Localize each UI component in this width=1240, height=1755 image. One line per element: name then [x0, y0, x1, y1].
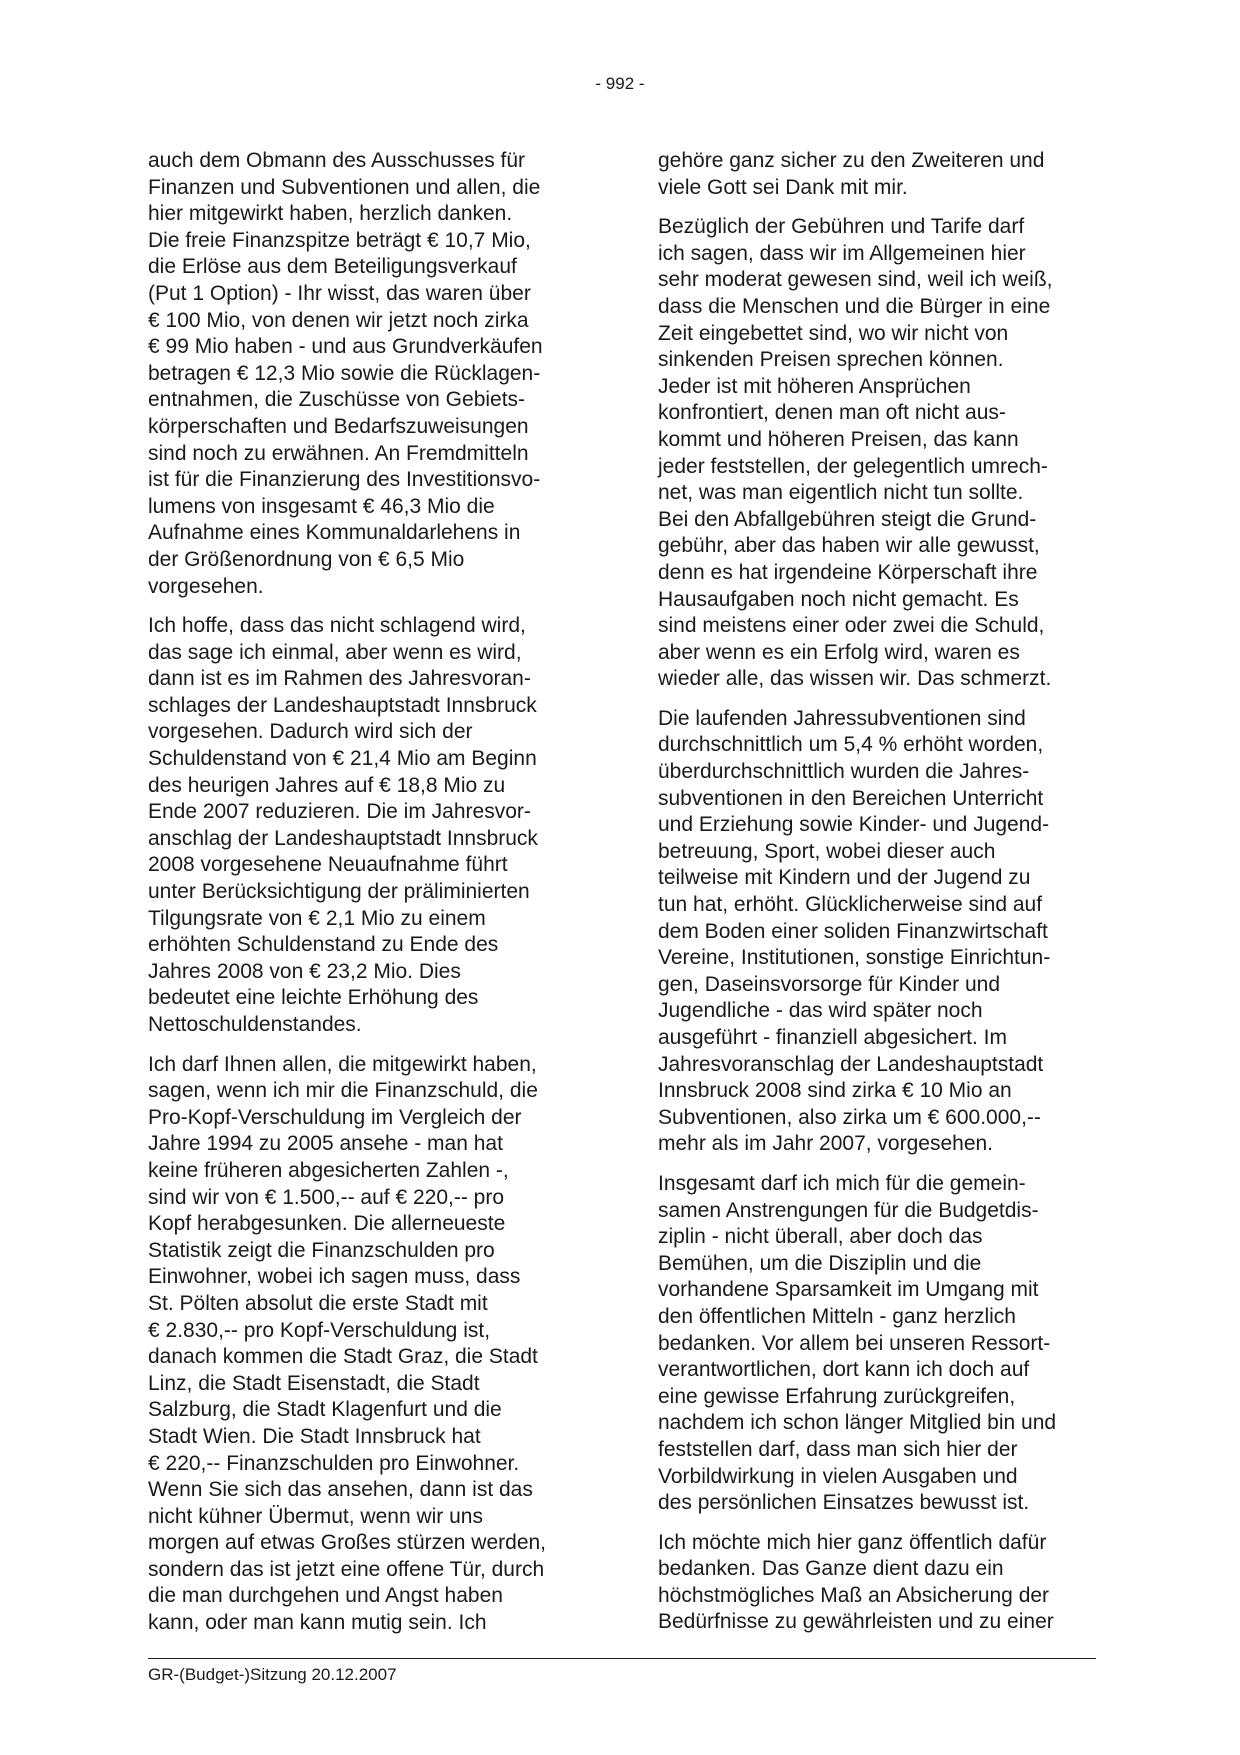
text-line: nicht kühner Übermut, wenn wir uns	[148, 1504, 483, 1528]
text-line: schlages der Landeshauptstadt Innsbruck	[148, 693, 537, 717]
text-line: samen Anstrengungen für die Budgetdis-	[658, 1198, 1039, 1222]
text-line: ist für die Finanzierung des Investitionsvo-	[148, 468, 541, 492]
text-line: lumens von insgesamt € 46,3 Mio die	[148, 494, 495, 518]
text-line: ausgeführt - finanziell abgesichert. Im	[658, 1026, 1008, 1049]
text-line: dass die Menschen und die Bürger in eine	[658, 294, 1051, 318]
text-line: Kopf herabgesunken. Die allerneueste	[148, 1212, 506, 1236]
text-line: danach kommen die Stadt Graz, die Stadt	[148, 1345, 538, 1369]
paragraph	[148, 1052, 610, 1637]
text-line: Salzburg, die Stadt Klagenfurt und die	[148, 1398, 502, 1422]
text-line: Jahresvoranschlag der Landeshauptstadt	[658, 1052, 1044, 1076]
text-line: subventionen in den Bereichen Unterricht	[658, 786, 1044, 810]
paragraph	[148, 613, 610, 1039]
text-line: Bemühen, um die Disziplin und die	[658, 1251, 982, 1275]
text-line: konfrontiert, denen man oft nicht aus-	[658, 401, 1006, 425]
text-line: Aufnahme eines Kommunaldarlehens in	[148, 521, 521, 545]
text-line: des heurigen Jahres auf € 18,8 Mio zu	[148, 773, 506, 797]
text-line: vorgesehen. Dadurch wird sich der	[148, 720, 473, 744]
text-line: € 100 Mio, von denen wir jetzt noch zirka	[148, 308, 529, 332]
text-line: betragen € 12,3 Mio sowie die Rücklagen-	[148, 361, 541, 385]
text-line: Ende 2007 reduzieren. Die im Jahresvor-	[148, 800, 531, 824]
text-line: St. Pölten absolut die erste Stadt mit	[148, 1291, 488, 1315]
text-line: die man durchgehen und Angst haben	[148, 1584, 503, 1608]
right-column	[658, 148, 1120, 1649]
text-line: Ich darf Ihnen allen, die mitgewirkt haben,	[148, 1052, 537, 1076]
text-line: bedanken. Das Ganze dient dazu ein	[658, 1557, 1004, 1581]
text-line: Vereine, Institutionen, sonstige Einrichtun-	[658, 946, 1051, 970]
text-line: Zeit eingebettet sind, wo wir nicht von	[658, 321, 1009, 345]
text-line: Finanzen und Subventionen und allen, die	[148, 175, 541, 199]
text-line: gen, Daseinsvorsorge für Kinder und	[658, 972, 1001, 996]
text-line: sind wir von € 1.500,-- auf € 220,-- pro	[148, 1185, 505, 1209]
page-number: - 992 -	[595, 74, 645, 93]
paragraph	[658, 1171, 1120, 1517]
text-line: der Größenordnung von € 6,5 Mio	[148, 547, 465, 571]
text-line: ich sagen, dass wir im Allgemeinen hier	[658, 241, 1026, 265]
text-line: Jahre 1994 zu 2005 ansehe - man hat	[148, 1132, 503, 1156]
text-line: dem Boden einer soliden Finanzwirtschaft	[658, 919, 1048, 943]
text-line: kann, oder man kann mutig sein. Ich	[148, 1611, 487, 1635]
text-line: Ich möchte mich hier ganz öffentlich dafür	[658, 1530, 1047, 1554]
text-line: sondern das ist jetzt eine offene Tür, durch	[148, 1557, 545, 1581]
text-line: körperschaften und Bedarfszuweisungen	[148, 414, 529, 438]
text-line: vorgesehen.	[148, 574, 264, 598]
text-line: das sage ich einmal, aber wenn es wird,	[148, 640, 522, 664]
text-line: sind noch zu erwähnen. An Fremdmitteln	[148, 441, 529, 465]
text-line: net, was man eigentlich nicht tun sollte.	[658, 481, 1024, 505]
text-line: feststellen darf, dass man sich hier der	[658, 1437, 1018, 1461]
text-line: unter Berücksichtigung der präliminierten	[148, 880, 530, 904]
text-line: Bei den Abfallgebühren steigt die Grund-	[658, 507, 1037, 531]
text-line: jeder feststellen, der gelegentlich umrech-	[658, 454, 1048, 478]
text-line: ziplin - nicht überall, aber doch das	[658, 1225, 983, 1249]
text-line: höchstmögliches Maß an Absicherung der	[658, 1583, 1050, 1607]
text-line: Subventionen, also zirka um € 600.000,--	[658, 1105, 1041, 1129]
text-line: Bezüglich der Gebühren und Tarife darf	[658, 215, 1025, 239]
text-line: eine gewisse Erfahrung zurückgreifen,	[658, 1384, 1016, 1408]
text-line: sagen, wenn ich mir die Finanzschuld, die	[148, 1079, 538, 1103]
text-line: Einwohner, wobei ich sagen muss, dass	[148, 1265, 521, 1289]
text-line: Pro-Kopf-Verschuldung im Vergleich der	[148, 1105, 522, 1129]
text-line: bedanken. Vor allem bei unseren Ressort-	[658, 1331, 1051, 1355]
footer-session-label: GR-(Budget-)Sitzung 20.12.2007	[148, 1665, 397, 1684]
text-line: € 220,-- Finanzschulden pro Einwohner.	[148, 1451, 520, 1475]
text-line: teilweise mit Kindern und der Jugend zu	[658, 866, 1031, 890]
text-line: die Erlöse aus dem Beteiligungsverkauf	[148, 255, 517, 279]
text-line: und Erziehung sowie Kinder- und Jugend-	[658, 813, 1050, 837]
text-line: Linz, die Stadt Eisenstadt, die Stadt	[148, 1371, 480, 1395]
text-line: anschlag der Landeshauptstadt Innsbruck	[148, 826, 538, 850]
text-line: tun hat, erhöht. Glücklicherweise sind auf	[658, 893, 1043, 917]
text-line: denn es hat irgendeine Körperschaft ihre	[658, 560, 1038, 584]
footer-divider	[148, 1658, 1096, 1659]
paragraph	[148, 148, 610, 600]
text-line: entnahmen, die Zuschüsse von Gebiets-	[148, 388, 526, 412]
text-line: vorhandene Sparsamkeit im Umgang mit	[658, 1278, 1039, 1302]
text-line: wieder alle, das wissen wir. Das schmerzt.	[658, 667, 1052, 691]
text-line: Jeder ist mit höheren Ansprüchen	[658, 374, 971, 398]
text-line: bedeutet eine leichte Erhöhung des	[148, 986, 479, 1010]
text-line: durchschnittlich um 5,4 % erhöht worden,	[658, 733, 1044, 757]
text-line: Vorbildwirkung in vielen Ausgaben und	[658, 1464, 1018, 1488]
text-line: nachdem ich schon länger Mitglied bin und	[658, 1411, 1057, 1435]
text-line: Insgesamt darf ich mich für die gemein-	[658, 1171, 1026, 1195]
paragraph	[658, 148, 1120, 201]
text-line: sinkenden Preisen sprechen können.	[658, 348, 1004, 372]
text-line: Ich hoffe, dass das nicht schlagend wird,	[148, 614, 526, 638]
text-line: des persönlichen Einsatzes bewusst ist.	[658, 1491, 1030, 1515]
text-line: Stadt Wien. Die Stadt Innsbruck hat	[148, 1424, 481, 1448]
text-line: Tilgungsrate von € 2,1 Mio zu einem	[148, 906, 486, 930]
text-line: auch dem Obmann des Ausschusses für	[148, 149, 526, 172]
text-line: Die freie Finanzspitze beträgt € 10,7 Mio,	[148, 228, 531, 252]
text-line: gehöre ganz sicher zu den Zweiteren und	[658, 149, 1045, 172]
text-line: sind meistens einer oder zwei die Schuld,	[658, 614, 1045, 638]
paragraph	[658, 1530, 1120, 1636]
text-line: Jugendliche - das wird später noch	[658, 999, 983, 1023]
paragraph	[658, 706, 1120, 1158]
text-line: Nettoschuldenstandes.	[148, 1013, 362, 1036]
left-column	[148, 148, 610, 1650]
text-line: den öffentlichen Mitteln - ganz herzlich	[658, 1304, 1016, 1328]
paragraph	[658, 214, 1120, 693]
text-line: gebühr, aber das haben wir alle gewusst,	[658, 534, 1040, 558]
text-line: mehr als im Jahr 2007, vorgesehen.	[658, 1132, 994, 1156]
text-line: 2008 vorgesehene Neuaufnahme führt	[148, 853, 508, 877]
text-line: € 2.830,-- pro Kopf-Verschuldung ist,	[148, 1318, 491, 1342]
text-line: Hausaufgaben noch nicht gemacht. Es	[658, 587, 1019, 611]
text-line: hier mitgewirkt haben, herzlich danken.	[148, 202, 513, 226]
text-line: überdurchschnittlich wurden die Jahres-	[658, 760, 1030, 784]
text-line: Wenn Sie sich das ansehen, dann ist das	[148, 1478, 533, 1502]
text-line: Jahres 2008 von € 23,2 Mio. Dies	[148, 959, 461, 983]
text-line: betreuung, Sport, wobei dieser auch	[658, 839, 996, 863]
text-line: Die laufenden Jahressubventionen sind	[658, 706, 1026, 730]
text-line: aber wenn es ein Erfolg wird, waren es	[658, 640, 1020, 664]
text-line: Statistik zeigt die Finanzschulden pro	[148, 1238, 495, 1262]
text-line: € 99 Mio haben - und aus Grundverkäufen	[148, 335, 543, 359]
text-line: Schuldenstand von € 21,4 Mio am Beginn	[148, 747, 537, 771]
text-line: viele Gott sei Dank mit mir.	[658, 175, 908, 199]
text-line: dann ist es im Rahmen des Jahresvoran-	[148, 667, 531, 691]
text-line: verantwortlichen, dort kann ich doch auf	[658, 1358, 1030, 1382]
text-line: Innsbruck 2008 sind zirka € 10 Mio an	[658, 1079, 1012, 1103]
text-line: erhöhten Schuldenstand zu Ende des	[148, 933, 499, 957]
text-line: sehr moderat gewesen sind, weil ich weiß,	[658, 268, 1053, 292]
text-line: keine früheren abgesicherten Zahlen -,	[148, 1158, 509, 1182]
text-line: Bedürfnisse zu gewährleisten und zu einer	[658, 1610, 1054, 1634]
text-line: (Put 1 Option) - Ihr wisst, das waren über	[148, 281, 531, 305]
text-line: kommt und höheren Preisen, das kann	[658, 427, 1019, 451]
text-line: morgen auf etwas Großes stürzen werden,	[148, 1531, 547, 1555]
